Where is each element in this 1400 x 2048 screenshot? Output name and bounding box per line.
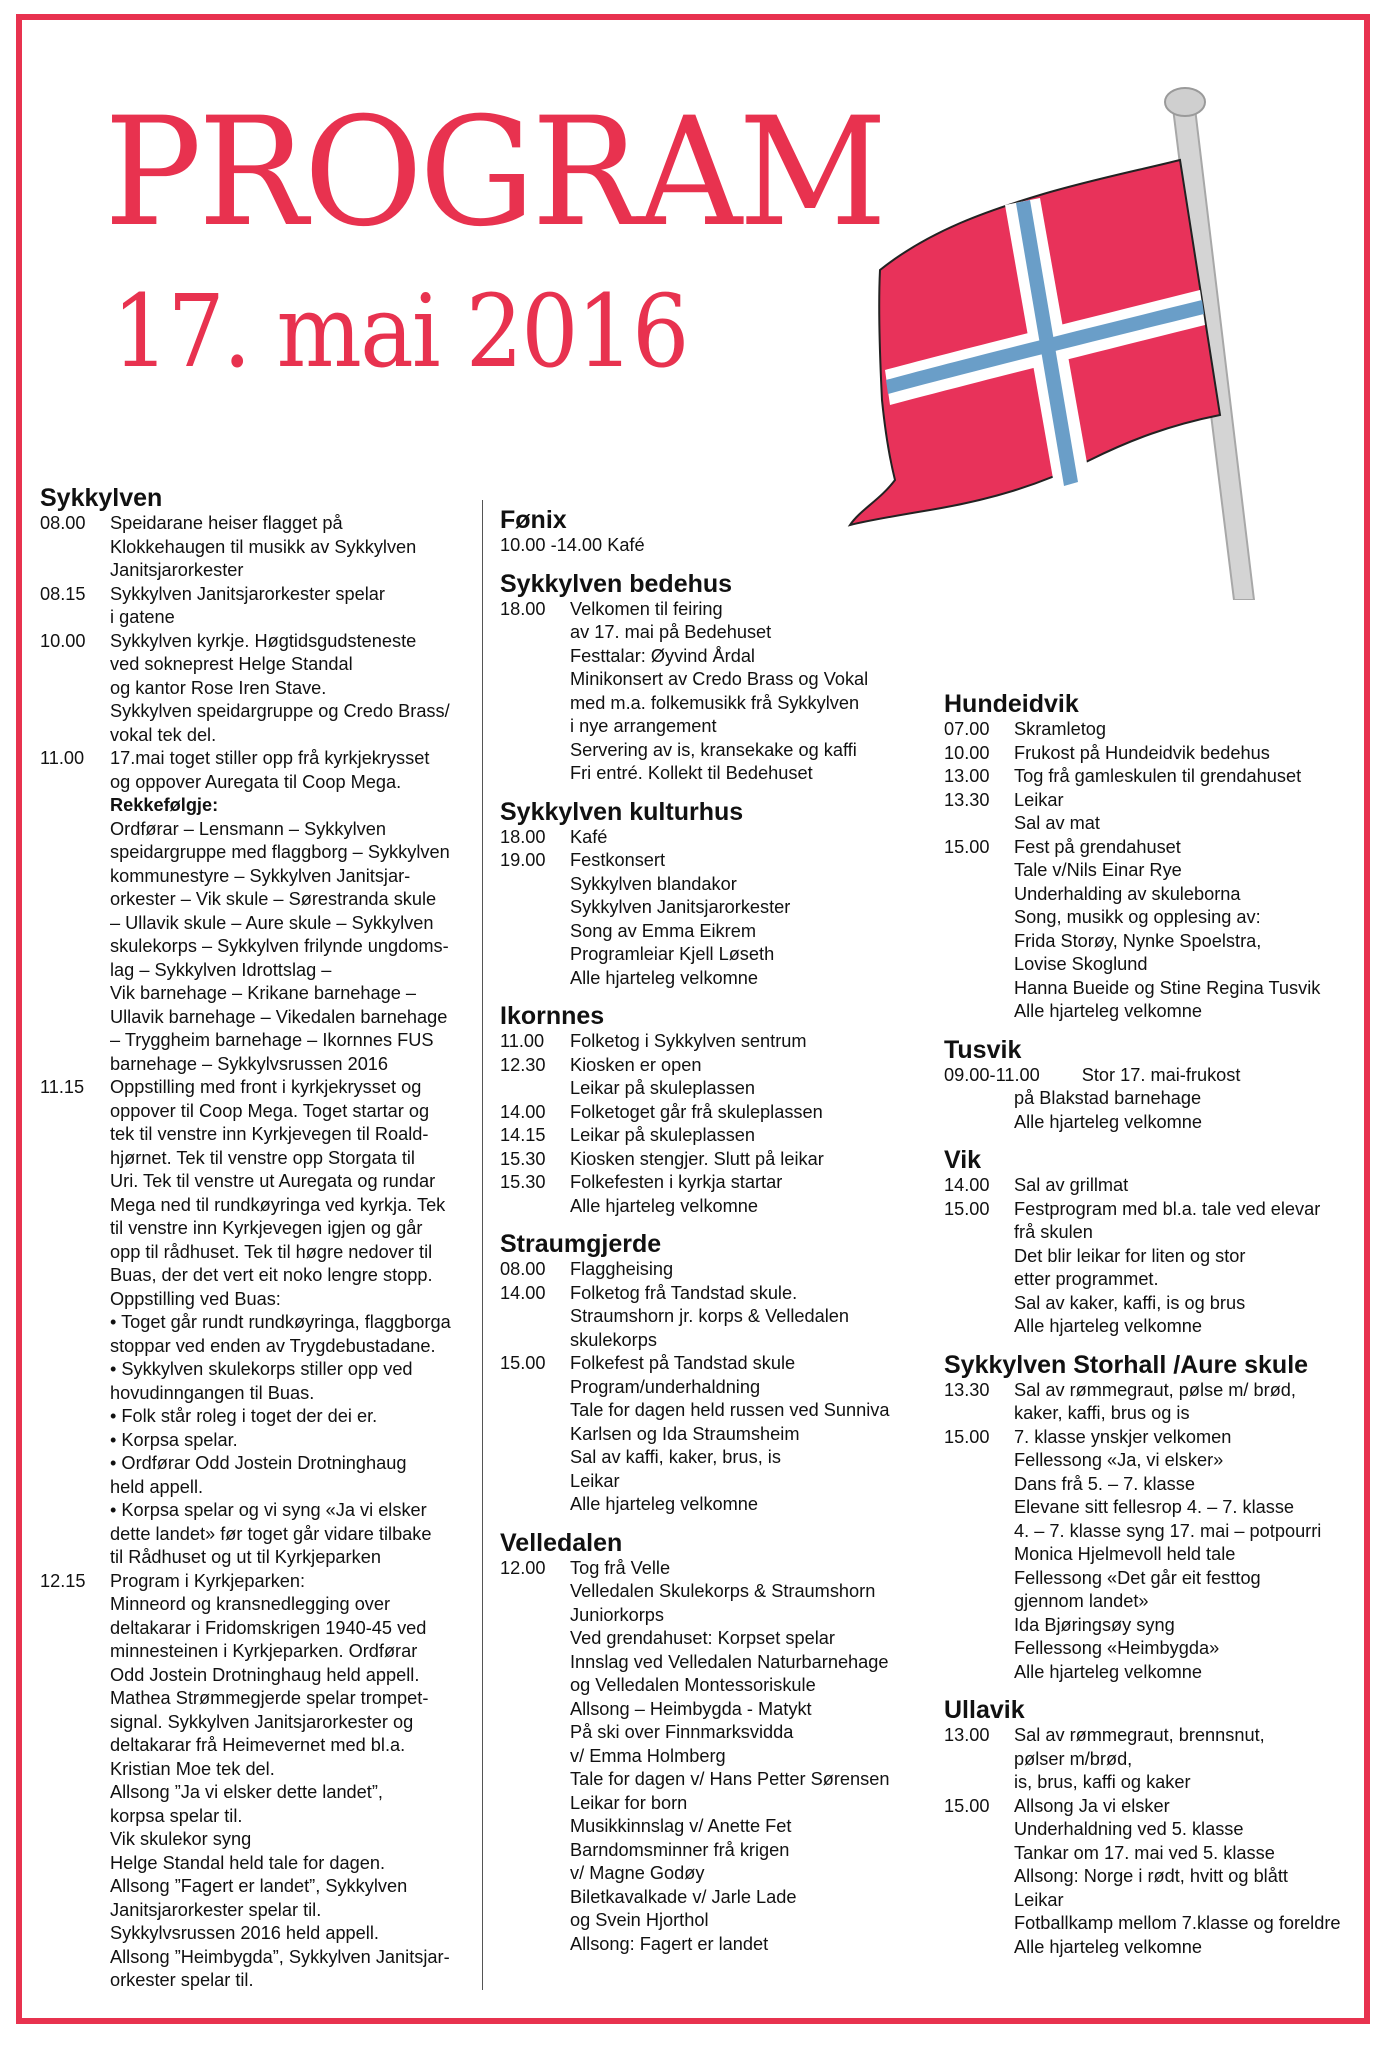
program-entry: [944, 742, 1364, 766]
entry-line: Janitsjarorkester: [110, 560, 244, 580]
entry-line: – Tryggheim barnehage – Ikornnes FUS: [110, 1030, 434, 1050]
section-vik: [944, 1146, 1364, 1339]
section-heading: Vik: [944, 1146, 982, 1174]
entry-time: 13.00: [944, 766, 990, 786]
bullet-line: dette landet» før toget går vidare tilbake: [110, 1523, 432, 1544]
entry-line: Ordførar – Lensmann – Sykkylven: [110, 818, 386, 839]
entry-line: orkester – Vik skule – Sørestranda skule: [110, 889, 437, 909]
entry-text: [570, 1282, 920, 1353]
entry-line: Dans frå 5. – 7. klasse: [1014, 1473, 1195, 1494]
entry-time: 15.00: [500, 1353, 546, 1373]
entry-text: [1014, 836, 1364, 1024]
entry-text: [1014, 1724, 1364, 1795]
entry-text: [570, 598, 920, 786]
program-entry: [40, 1570, 480, 1993]
program-entry: [500, 1124, 920, 1148]
entry-line: Song, musikk og opplesing av:: [1014, 907, 1261, 927]
entry-line: Tog frå Velle: [570, 1557, 671, 1578]
entry-line: skulekorps – Sykkylven frilynde ungdoms-: [110, 936, 449, 956]
entry-line: Sykkylven speidargruppe og Credo Brass/: [110, 701, 450, 721]
program-entry: [500, 1557, 920, 1957]
entry-time: 14.00: [500, 1101, 546, 1122]
entry-line: Odd Jostein Drotninghaug held appell.: [110, 1664, 420, 1685]
entry-line: 7. klasse ynskjer velkomen: [1014, 1426, 1232, 1447]
entry-line: deltakarar i Fridomskrigen 1940-45 ved: [110, 1617, 427, 1638]
entry-text: [1014, 1426, 1364, 1685]
entry-line: Frida Storøy, Nynke Spoelstra,: [1014, 930, 1262, 951]
program-entry: [944, 1724, 1364, 1795]
entry-line: Leikar: [1014, 789, 1064, 810]
entry-line: Sykkylvsrussen 2016 held appell.: [110, 1923, 379, 1943]
entry-line: Minikonsert av Credo Brass og Vokal: [570, 669, 869, 689]
entry-line: deltakarar frå Heimevernet med bl.a.: [110, 1735, 406, 1755]
program-entry: [500, 598, 920, 786]
bullet-line: • Ordførar Odd Jostein Drotninghaug: [110, 1453, 407, 1473]
entry-line: Sal av mat: [1014, 813, 1100, 833]
entry-time: 08.00: [500, 1259, 546, 1279]
entry-text: [570, 1557, 920, 1957]
section-heading: Straumgjerde: [500, 1230, 662, 1258]
section-sykkylven: [40, 484, 480, 1993]
entry-line: Alle hjarteleg velkomne: [1014, 1316, 1203, 1336]
section-heading: Tusvik: [944, 1035, 1022, 1064]
section-heading: Sykkylven Storhall /Aure skule: [944, 1350, 1309, 1379]
entry-line: Tale v/Nils Einar Rye: [1014, 860, 1182, 880]
entry-text: [1014, 1198, 1364, 1339]
entry-line: Kiosken stengjer. Slutt på leikar: [570, 1148, 824, 1169]
column-3: [944, 690, 1364, 1971]
entry-line: orkester spelar til.: [110, 1970, 254, 1990]
entry-line: barnehage – Sykkylvsrussen 2016: [110, 1053, 389, 1074]
entry-line: Alle hjarteleg velkomne: [570, 1494, 759, 1514]
entry-line: gjennom landet»: [1014, 1591, 1149, 1611]
entry-text: [570, 1054, 920, 1101]
entry-line: Sal av rømmegraut, pølse m/ brød,: [1014, 1379, 1296, 1400]
entry-line: Alle hjarteleg velkomne: [570, 967, 759, 988]
program-entry: [500, 1258, 920, 1282]
entry-line: Velledalen Skulekorps & Straumshorn: [570, 1581, 876, 1601]
entry-time: 15.00: [944, 1198, 990, 1219]
entry-line: Janitsjarorkester spelar til.: [110, 1899, 322, 1920]
entry-line: frå skulen: [1014, 1222, 1093, 1242]
entry-line: Alle hjarteleg velkomne: [1014, 1001, 1203, 1021]
entry-text: [1040, 1064, 1364, 1088]
page-title: PROGRAM: [104, 86, 884, 260]
entry-line: Fotballkamp mellom 7.klasse og foreldre: [1014, 1913, 1341, 1933]
entry-line: Det blir leikar for liten og stor: [1014, 1245, 1246, 1266]
entry-line: Kafé: [570, 826, 608, 847]
entry-line: Frukost på Hundeidvik bedehus: [1014, 742, 1270, 763]
entry-time: 18.00: [500, 598, 546, 619]
entry-line: Allsong ”Heimbygda”, Sykkylven Janitsjar-: [110, 1946, 450, 1967]
entry-line: Oppstilling ved Buas:: [110, 1288, 281, 1309]
entry-line: Elevane sitt fellesrop 4. – 7. klasse: [1014, 1497, 1295, 1517]
entry-line: Allsong ”Ja vi elsker dette landet”,: [110, 1782, 383, 1802]
entry-line: Mega ned til rundkøyringa ved kyrkja. Tek: [110, 1194, 446, 1215]
entry-line: av 17. mai på Bedehuset: [570, 622, 772, 642]
entry-line: Monica Hjelmevoll held tale: [1014, 1544, 1236, 1564]
entry-text: [110, 747, 480, 1076]
entry-line: hjørnet. Tek til venstre opp Storgata til: [110, 1147, 415, 1168]
entry-text: [110, 1570, 480, 1993]
entry-time: 19.00: [500, 850, 546, 870]
entry-line: Folketoget går frå skuleplassen: [570, 1101, 823, 1122]
entry-line: Festtalar: Øyvind Årdal: [570, 645, 755, 666]
entry-line: Skramletog: [1014, 719, 1106, 739]
entry-line: Sykkylven Janitsjarorkester: [570, 897, 791, 917]
entry-line: Leikar: [570, 1470, 620, 1491]
program-entry: [40, 1076, 480, 1570]
entry-line: Ved grendahuset: Korpset spelar: [570, 1628, 835, 1648]
program-entry: [944, 1795, 1364, 1960]
section-kulturhus: [500, 798, 920, 991]
bullet-line: • Toget går rundt rundkøyringa, flaggborga: [110, 1312, 451, 1332]
entry-line: i gatene: [110, 607, 175, 627]
entry-line: Folkefesten i kyrkja startar: [570, 1172, 783, 1192]
entry-line: Sal av grillmat: [1014, 1175, 1129, 1195]
entry-line: Uri. Tek til venstre ut Auregata og rundar: [110, 1171, 436, 1191]
entry-line: Minneord og kransnedlegging over: [110, 1594, 391, 1614]
program-entry: [500, 1352, 920, 1517]
entry-line: Musikkinnslag v/ Anette Fet: [570, 1816, 792, 1836]
entry-line: Karlsen og Ida Straumsheim: [570, 1423, 800, 1444]
entry-line: På ski over Finnmarksvidda: [570, 1722, 794, 1742]
program-entry: [944, 1087, 1364, 1134]
entry-line: Helge Standal held tale for dagen.: [110, 1852, 386, 1873]
entry-time: 12.15: [40, 1570, 86, 1591]
entry-line: Tale for dagen v/ Hans Petter Sørensen: [570, 1769, 890, 1789]
program-entry: [944, 1379, 1364, 1426]
entry-time: 08.00: [40, 513, 86, 533]
program-entry: [944, 765, 1364, 789]
entry-line: med m.a. folkemusikk frå Sykkylven: [570, 692, 860, 713]
entry-line: Fellessong «Ja, vi elsker»: [1014, 1450, 1224, 1470]
entry-time: 13.30: [944, 789, 990, 810]
entry-line: Ullavik barnehage – Vikedalen barnehage: [110, 1006, 448, 1027]
entry-text: [1014, 789, 1364, 836]
entry-time: 18.00: [500, 826, 546, 847]
section-heading: Ikornnes: [500, 1002, 605, 1030]
entry-line: Juniorkorps: [570, 1604, 665, 1625]
section-heading: Ullavik: [944, 1696, 1025, 1724]
entry-line: Sykkylven Janitsjarorkester spelar: [110, 583, 385, 604]
entry-line: Fellessong «Det går eit festtog: [1014, 1567, 1261, 1588]
bullet-line: til Rådhuset og ut til Kyrkjeparken: [110, 1547, 381, 1567]
entry-line: Lovise Skoglund: [1014, 954, 1148, 974]
entry-line: Alle hjarteleg velkomne: [570, 1195, 759, 1216]
program-entry: [500, 849, 920, 990]
entry-text: [110, 583, 480, 630]
entry-line: Sykkylven kyrkje. Høgtidsgudsteneste: [110, 630, 417, 651]
section-heading: Sykkylven bedehus: [500, 569, 733, 598]
entry-text: [570, 1171, 920, 1218]
entry-text: [110, 512, 480, 583]
program-entry: [944, 718, 1364, 742]
entry-line: Kristian Moe tek del.: [110, 1758, 275, 1779]
entry-line: lag – Sykkylven Idrottslag –: [110, 959, 332, 980]
entry-line: Kiosken er open: [570, 1054, 702, 1075]
entry-line: Ida Bjøringsøy syng: [1014, 1614, 1175, 1635]
entry-time: 15.00: [944, 836, 990, 857]
entry-time: 14.00: [944, 1175, 990, 1195]
entry-line: Festprogram med bl.a. tale ved elevar: [1014, 1198, 1321, 1219]
entry-line: Klokkehaugen til musikk av Sykkylven: [110, 536, 417, 557]
entry-line: Allsong: Fagert er landet: [570, 1933, 769, 1954]
program-entry: [40, 747, 480, 1076]
section-heading: Fønix: [500, 506, 567, 534]
entry-time-spacer: [944, 1087, 1014, 1134]
entry-line: Tog frå gamleskulen til grendahuset: [1014, 766, 1302, 786]
entry-line: Sal av kaker, kaffi, is og brus: [1014, 1292, 1246, 1313]
entry-line: og kantor Rose Iren Stave.: [110, 677, 327, 698]
entry-text: [110, 1076, 480, 1570]
section-heading: Hundeidvik: [944, 690, 1079, 718]
entry-line: tek til venstre inn Kyrkjevegen til Roald-: [110, 1124, 429, 1144]
entry-line: Buas, der det vert eit noko lengre stopp.: [110, 1265, 433, 1285]
entry-line: Allsong Ja vi elsker: [1014, 1795, 1170, 1816]
entry-text: [1014, 718, 1364, 742]
entry-line: Folketog i Sykkylven sentrum: [570, 1031, 807, 1051]
entry-line: Leikar på skuleplassen: [570, 1125, 756, 1145]
entry-text: [570, 1352, 920, 1517]
entry-line: ved sokneprest Helge Standal: [110, 654, 353, 674]
entry-line: korpsa spelar til.: [110, 1805, 243, 1826]
entry-line: kaker, kaffi, brus og is: [1014, 1403, 1190, 1423]
entry-line: Underhaldning ved 5. klasse: [1014, 1819, 1244, 1839]
entry-line: skulekorps: [570, 1329, 657, 1350]
section-fonix: [500, 506, 920, 558]
entry-text: [570, 1258, 920, 1282]
entry-time: 15.00: [944, 1795, 990, 1816]
program-entry: [944, 836, 1364, 1024]
entry-line: Straumshorn jr. korps & Velledalen: [570, 1306, 850, 1326]
entry-line: Song av Emma Eikrem: [570, 920, 756, 941]
entry-line: Leikar på skuleplassen: [570, 1078, 756, 1098]
entry-line: Velkomen til feiring: [570, 598, 723, 619]
entry-line: Hanna Bueide og Stine Regina Tusvik: [1014, 977, 1321, 998]
entry-line: Allsong ”Fagert er landet”, Sykkylven: [110, 1876, 408, 1896]
section-heading: Sykkylven: [40, 484, 163, 512]
entry-text: [570, 1030, 920, 1054]
entry-text: [1014, 1087, 1364, 1134]
entry-text: [570, 1148, 920, 1172]
entry-text: [110, 630, 480, 748]
program-entry: [40, 512, 480, 583]
bullet-line: hovudinngangen til Buas.: [110, 1382, 315, 1403]
entry-line: Alle hjarteleg velkomne: [1014, 1936, 1203, 1957]
entry-text: [1014, 1795, 1364, 1960]
entry-line: Stor 17. mai-frukost: [1081, 1064, 1241, 1085]
program-entry: [500, 1148, 920, 1172]
program-entry: [944, 789, 1364, 836]
entry-line: v/ Magne Godøy: [570, 1863, 705, 1883]
program-entry: [500, 1282, 920, 1353]
entry-line: Mathea Strømmegjerde spelar trompet-: [110, 1688, 429, 1708]
entry-time: 07.00: [944, 719, 990, 739]
column-2: [500, 506, 920, 1968]
entry-time: 11.00: [40, 748, 85, 768]
column-divider: [482, 500, 483, 1990]
entry-line: minnesteinen i Kyrkjeparken. Ordførar: [110, 1641, 418, 1661]
entry-line: Programleiar Kjell Løseth: [570, 944, 775, 964]
program-entry: [500, 1030, 920, 1054]
section-heading: Velledalen: [500, 1528, 623, 1557]
entry-line: Flaggheising: [570, 1259, 674, 1279]
order-heading: Rekkefølgje:: [110, 795, 219, 815]
section-ikornnes: [500, 1002, 920, 1218]
entry-line: Alle hjarteleg velkomne: [1014, 1111, 1203, 1132]
bullet-line: • Folk står roleg i toget der dei er.: [110, 1406, 378, 1426]
entry-line: Fellessong «Heimbygda»: [1014, 1638, 1220, 1658]
entry-line: og oppover Auregata til Coop Mega.: [110, 771, 402, 792]
entry-time: 10.00: [944, 742, 990, 763]
entry-time: 15.30: [500, 1172, 546, 1192]
entry-line: Sal av kaffi, kaker, brus, is: [570, 1447, 781, 1467]
entry-line: Program i Kyrkjeparken:: [110, 1570, 306, 1591]
entry-time: 14.00: [500, 1282, 546, 1303]
program-entry: [944, 1198, 1364, 1339]
section-heading: Sykkylven kulturhus: [500, 797, 744, 826]
entry-line: Innslag ved Velledalen Naturbarnehage: [570, 1651, 889, 1672]
entry-line: Allsong – Heimbygda - Matykt: [570, 1698, 812, 1719]
entry-line: og Velledalen Montessoriskule: [570, 1675, 816, 1695]
entry-line: Vik skulekor syng: [110, 1829, 252, 1849]
page-date: 17. mai 2016: [112, 273, 688, 390]
entry-time: 15.00: [944, 1426, 990, 1447]
entry-line: Folkefest på Tandstad skule: [570, 1353, 796, 1373]
program-entry: [944, 1426, 1364, 1685]
program-entry: [500, 1054, 920, 1101]
entry-line: Tale for dagen held russen ved Sunniva: [570, 1400, 890, 1420]
entry-line: til venstre inn Kyrkjevegen igjen og går: [110, 1218, 423, 1238]
entry-line: Oppstilling med front i kyrkjekrysset og: [110, 1077, 422, 1097]
entry-time: 10.00: [40, 630, 86, 651]
entry-line: Servering av is, kransekake og kaffi: [570, 739, 857, 760]
entry-time: 08.15: [40, 583, 86, 604]
entry-line: Sal av rømmegraut, brennsnut,: [1014, 1725, 1265, 1745]
entry-line: Program/underhaldning: [570, 1376, 761, 1397]
entry-time: 14.15: [500, 1125, 546, 1145]
entry-line: og Svein Hjorthol: [570, 1910, 709, 1930]
entry-line: Folketog frå Tandstad skule.: [570, 1282, 798, 1303]
entry-line: speidargruppe med flaggborg – Sykkylven: [110, 842, 450, 862]
entry-line: opp til rådhuset. Tek til høgre nedover til: [110, 1241, 433, 1262]
entry-time: 12.30: [500, 1054, 546, 1075]
program-entry: [944, 1064, 1364, 1088]
entry-line: is, brus, kaffi og kaker: [1014, 1772, 1191, 1792]
bullet-line: held appell.: [110, 1476, 204, 1497]
program-entry: [40, 583, 480, 630]
entry-text: [570, 1124, 920, 1148]
section-bedehus: [500, 570, 920, 786]
entry-time: 12.00: [500, 1557, 546, 1578]
entry-line: Tankar om 17. mai ved 5. klasse: [1014, 1842, 1275, 1863]
bullet-line: • Korpsa spelar.: [110, 1429, 238, 1450]
entry-time: 11.15: [40, 1077, 85, 1097]
program-entry: [500, 1101, 920, 1125]
entry-line: vokal tek del.: [110, 724, 217, 745]
entry-line: etter programmet.: [1014, 1269, 1159, 1289]
entry-line: 17.mai toget stiller opp frå kyrkjekrysset: [110, 748, 430, 768]
bullet-line: • Sykkylven skulekorps stiller opp ved: [110, 1359, 413, 1379]
bullet-line: stoppar ved enden av Trygdebustadane.: [110, 1335, 436, 1356]
bullet-line: • Korpsa spelar og vi syng «Ja vi elsker: [110, 1500, 427, 1520]
entry-time: 11.00: [500, 1031, 545, 1051]
entry-line: oppover til Coop Mega. Toget startar og: [110, 1100, 430, 1121]
entry-line: pølser m/brød,: [1014, 1748, 1133, 1769]
entry-line: Allsong: Norge i rødt, hvitt og blått: [1014, 1866, 1288, 1886]
entry-line: Leikar for born: [570, 1792, 688, 1813]
entry-line: Fest på grendahuset: [1014, 836, 1181, 857]
entry-line: Biletkavalkade v/ Jarle Lade: [570, 1886, 797, 1907]
entry-line: Speidarane heiser flagget på: [110, 513, 343, 533]
entry-line: kommunestyre – Sykkylven Janitsjar-: [110, 865, 411, 886]
entry-line: Leikar: [1014, 1889, 1064, 1910]
entry-line: Barndomsminner frå krigen: [570, 1839, 790, 1860]
entry-line: – Ullavik skule – Aure skule – Sykkylven: [110, 912, 434, 933]
entry-line: Festkonsert: [570, 850, 666, 870]
entry-text: [570, 826, 920, 850]
program-entry: [500, 826, 920, 850]
section-ullavik: [944, 1696, 1364, 1959]
column-1: [40, 484, 480, 2005]
section-velledalen: [500, 1529, 920, 1957]
entry-text: [1014, 765, 1364, 789]
entry-text: [1014, 1174, 1364, 1198]
entry-text: [1014, 742, 1364, 766]
entry-line: signal. Sykkylven Janitsjarorkester og: [110, 1711, 414, 1732]
entry-line: Underhalding av skuleborna: [1014, 883, 1241, 904]
entry-text: [570, 849, 920, 990]
entry-line: Vik barnehage – Krikane barnehage –: [110, 983, 417, 1003]
entry-line: v/ Emma Holmberg: [570, 1745, 726, 1766]
entry-time: 15.30: [500, 1148, 546, 1169]
entry-line: på Blakstad barnehage: [1014, 1088, 1202, 1108]
section-storhall: [944, 1351, 1364, 1685]
program-entry: [40, 630, 480, 748]
entry-line: i nye arrangement: [570, 716, 717, 736]
entry-text: [1014, 1379, 1364, 1426]
entry-line: 4. – 7. klasse syng 17. mai – potpourri: [1014, 1520, 1322, 1541]
entry-time: 13.30: [944, 1379, 990, 1400]
section-hundeidvik: [944, 690, 1364, 1024]
section-tusvik: [944, 1036, 1364, 1135]
program-entry: [944, 1174, 1364, 1198]
entry-line: Fri entré. Kollekt til Bedehuset: [570, 763, 813, 783]
entry-line: Sykkylven blandakor: [570, 873, 737, 894]
entry-line: 10.00 -14.00 Kafé: [500, 535, 645, 555]
entry-time: 09.00-11.00: [944, 1064, 1040, 1085]
program-entry: [500, 1171, 920, 1218]
entry-line: Alle hjarteleg velkomne: [1014, 1661, 1203, 1682]
entry-time: 13.00: [944, 1725, 990, 1745]
section-straumgjerde: [500, 1230, 920, 1517]
entry-text: [570, 1101, 920, 1125]
